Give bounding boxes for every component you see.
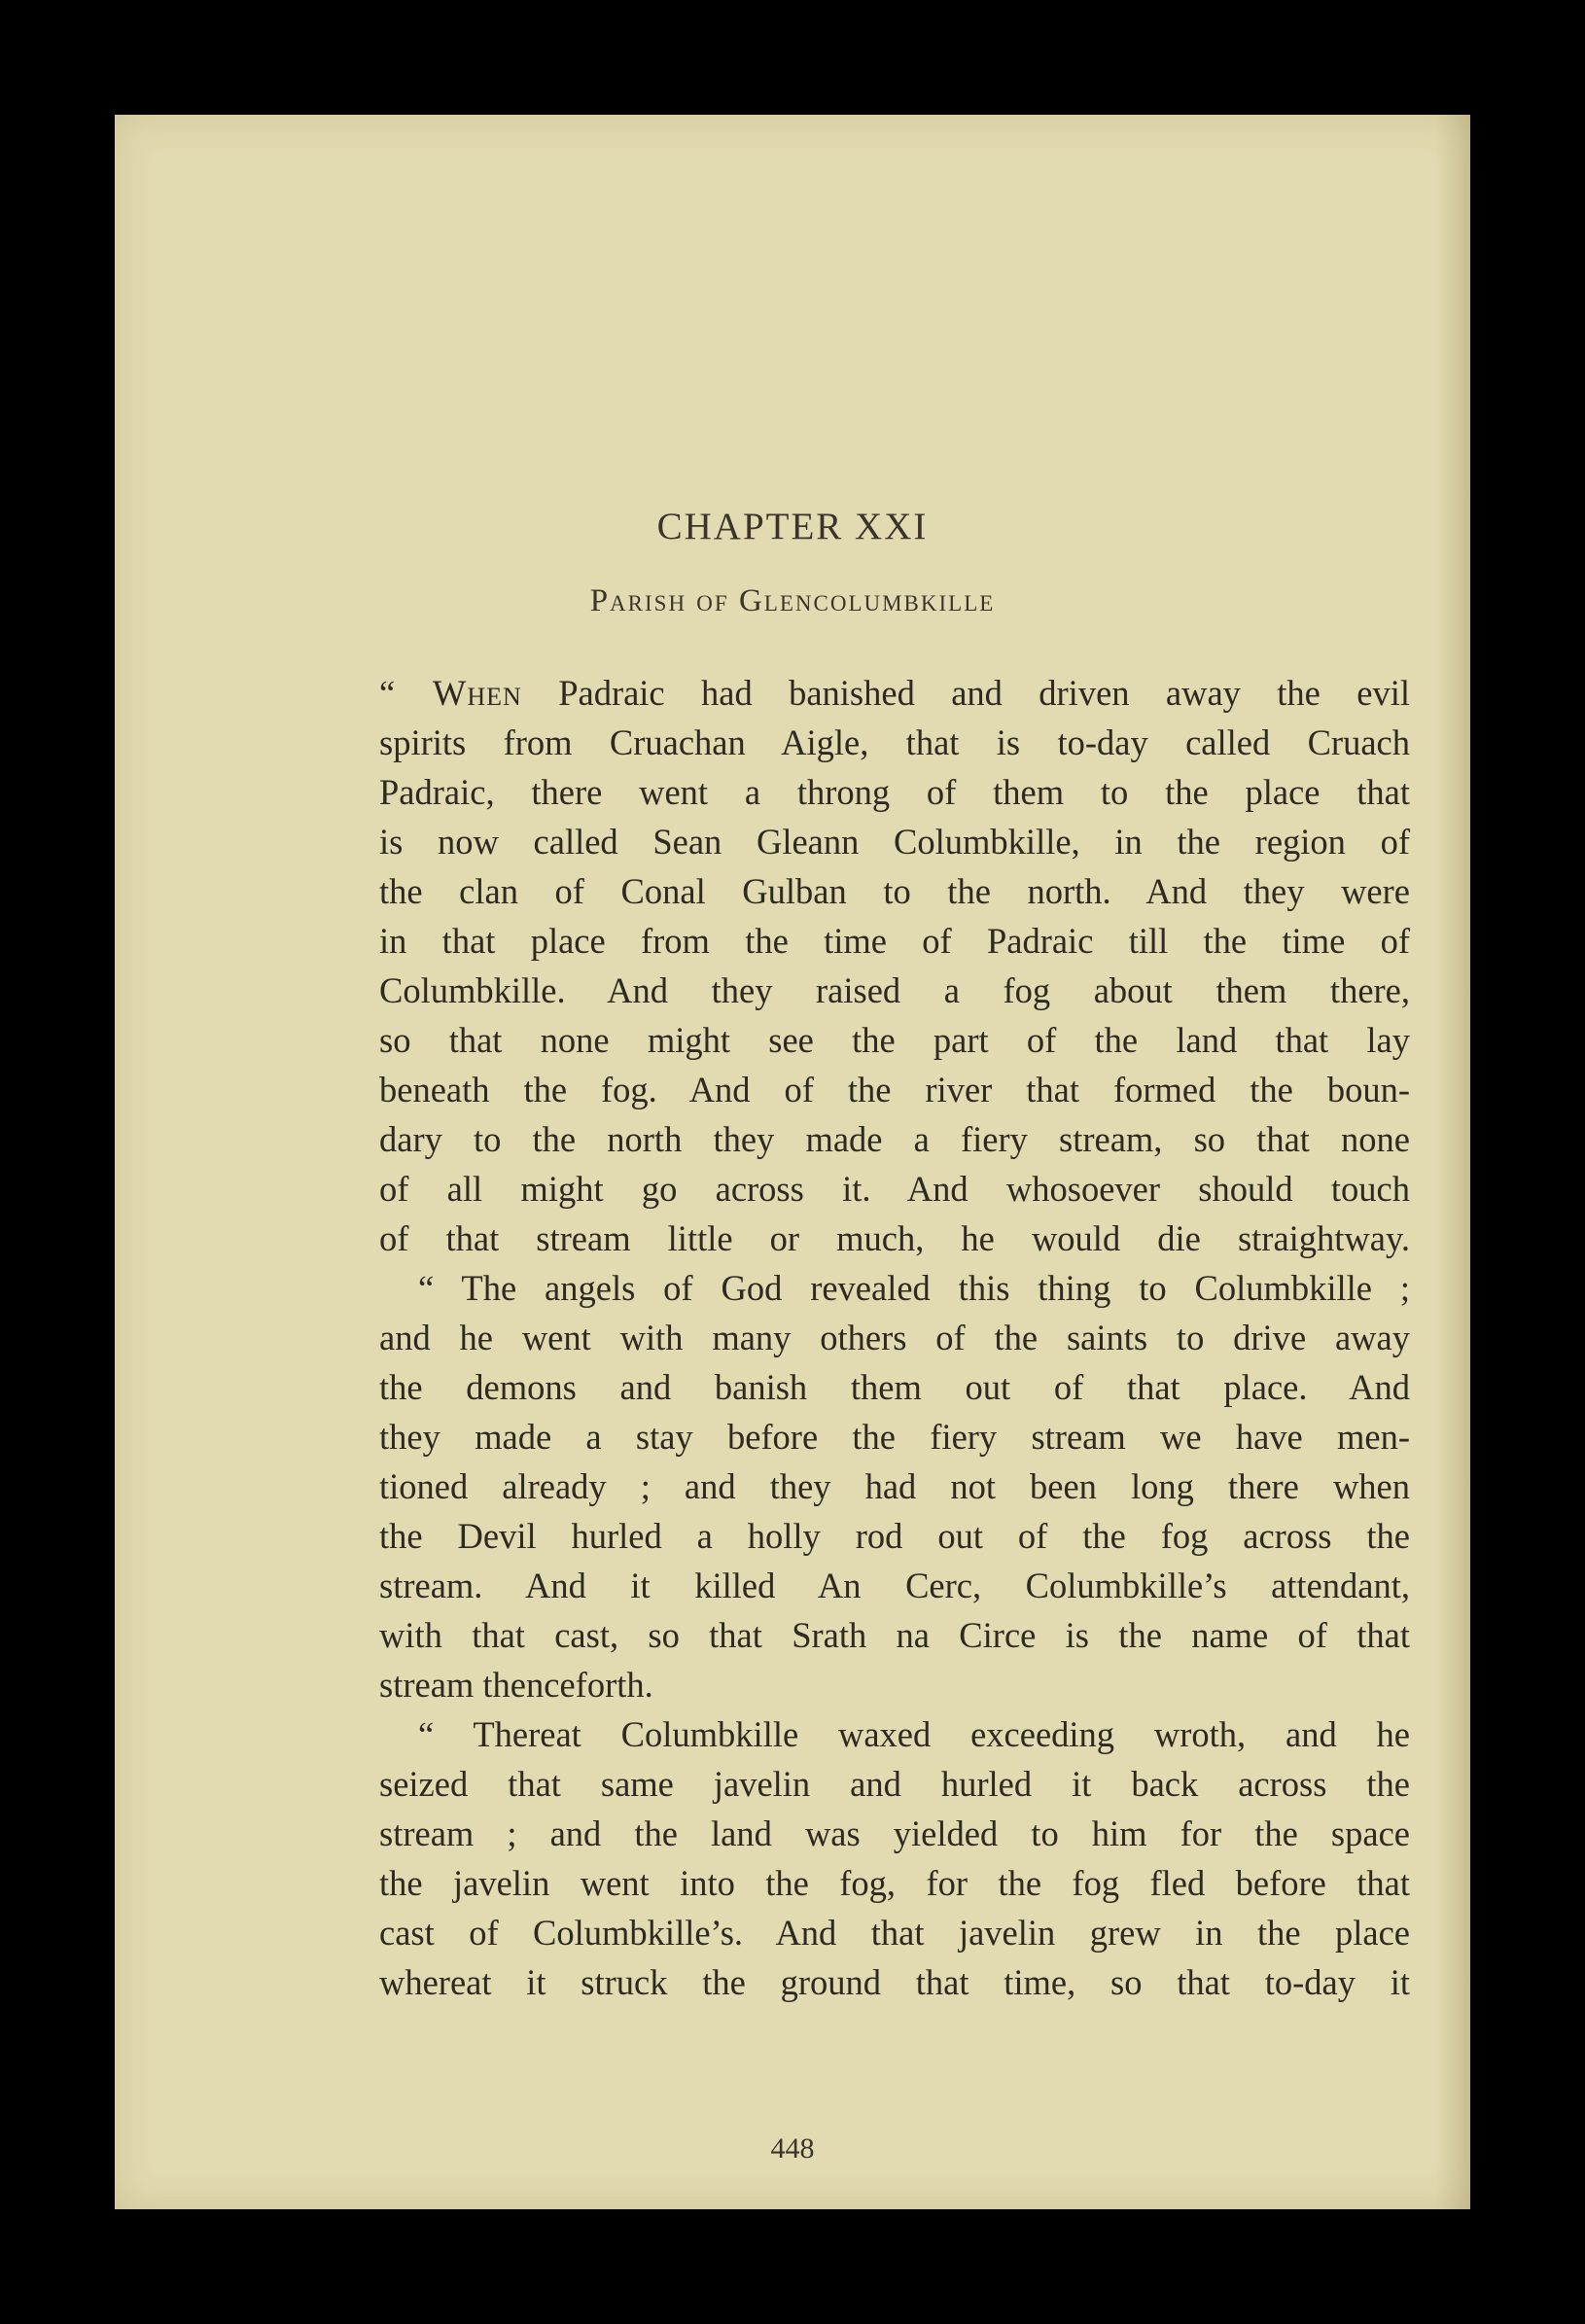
text-line: tioned already ; and they had not been long there when (379, 1466, 1410, 1506)
text-line: dary to the north they made a fiery stream, so that none (379, 1119, 1410, 1159)
text-line: and he went with many others of the saints to drive away (379, 1318, 1410, 1357)
text-line: the javelin went into the fog, for the fog fled before that (379, 1863, 1410, 1903)
page-number: 448 (770, 2132, 815, 2165)
text-line: stream. And it killed An Cerc, Columbkille’s attendant, (379, 1566, 1410, 1605)
text-line: cast of Columbkille’s. And that javelin grew in the place (379, 1913, 1410, 1953)
text-line: Padraic, there went a throng of them to the place that (379, 772, 1410, 812)
text-line: stream ; and the land was yielded to him for the space (379, 1813, 1410, 1853)
text-line: the clan of Conal Gulban to the north. And they were (379, 871, 1410, 911)
text-line: of all might go across it. And whosoever should touch (379, 1169, 1410, 1209)
text-line: seized that same javelin and hurled it back across the (379, 1764, 1410, 1804)
text-line: stream thenceforth. (379, 1665, 653, 1705)
text-line: beneath the fog. And of the river that formed the boun- (379, 1070, 1410, 1109)
text-line: the Devil hurled a holly rod out of the fog across the (379, 1516, 1410, 1556)
text-line (379, 668, 1410, 718)
text-line: “ Thereat Columbkille waxed exceeding wroth, and he (418, 1714, 1410, 1754)
lead-word: “ When (379, 673, 522, 713)
text-line: is now called Sean Gleann Columbkille, in the region of (379, 822, 1410, 862)
chapter-subtitle: Parish of Glencolumbkille (589, 583, 996, 618)
chapter-heading: CHAPTER XXI (656, 506, 929, 547)
paragraph-3 (379, 1709, 1410, 2007)
text-line: whereat it struck the ground that time, so that to-day it (379, 1962, 1410, 2002)
text-line: they made a stay before the fiery stream we have men- (379, 1417, 1410, 1457)
text-line: so that none might see the part of the land that lay (379, 1020, 1410, 1060)
text-line: Columbkille. And they raised a fog about them there, (379, 970, 1410, 1010)
text-line: the demons and banish them out of that place. And (379, 1367, 1410, 1407)
paragraph-2 (379, 1263, 1410, 1709)
page-edge-shadow (1435, 115, 1470, 2209)
paragraph-1 (379, 668, 1410, 1263)
text-line: in that place from the time of Padraic till the time of (379, 921, 1410, 961)
text-span: Padraic had banished and driven away the evil (521, 673, 1410, 713)
text-line: “ The angels of God revealed this thing to Columbkille ; (418, 1268, 1410, 1308)
body-text (379, 668, 1410, 2007)
text-line: spirits from Cruachan Aigle, that is to-day called Cruach (379, 722, 1410, 762)
text-line: of that stream little or much, he would die straightway. (379, 1218, 1410, 1258)
text-line: with that cast, so that Srath na Circe is the name of that (379, 1615, 1410, 1655)
